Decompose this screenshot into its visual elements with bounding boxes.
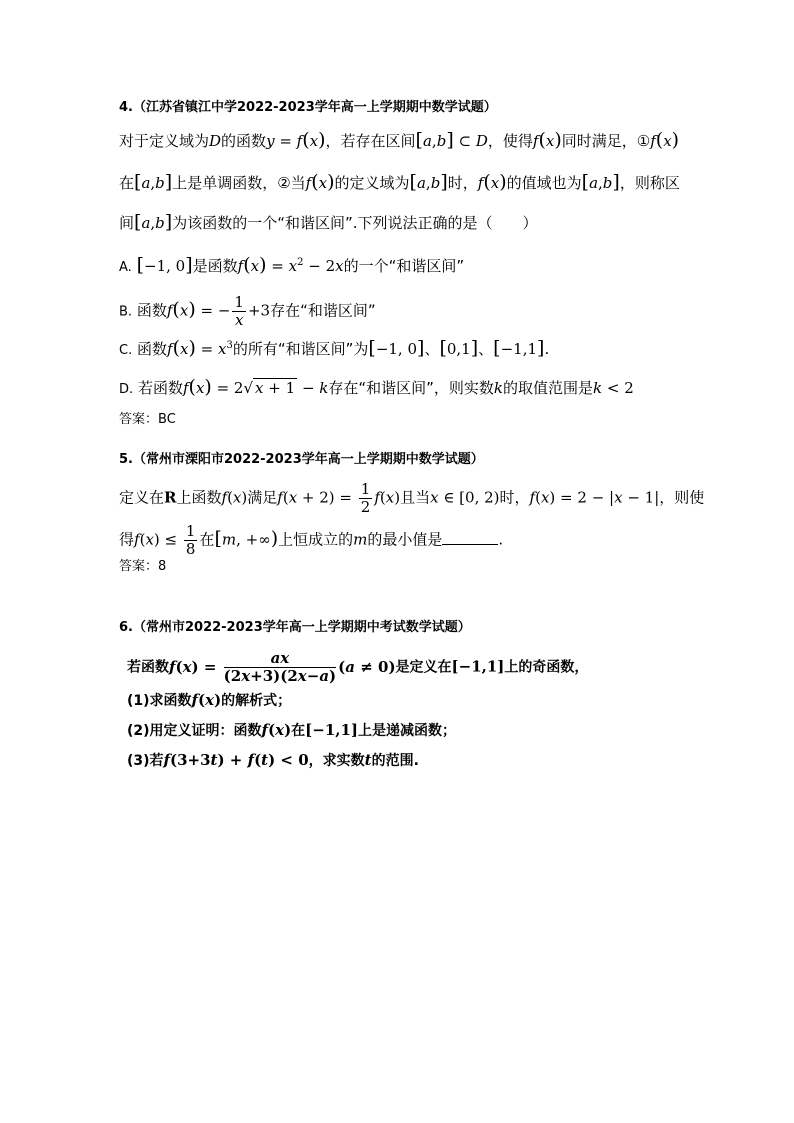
q6-part2: (2)用定义证明：函数f(x)在[−1,1]上是递减函数； — [127, 721, 457, 739]
q4-header: 4.（江苏省镇江中学2022-2023学年高一上学期期中数学试题） — [119, 100, 497, 115]
q5-line1: 定义在R上函数f(x)满足f(x + 2) = $\frac{1}{2}$ f(x)且当x ∈ [0, 2)时，f(x) = 2 − |x − 1|，则使 — [119, 480, 705, 516]
q4-answer: 答案：BC — [119, 412, 176, 427]
q5-line2: 得f(x) ≤ $\frac{1}{8}$ 在[m, +∞)上恒成立的m的最小值是 . — [119, 522, 504, 558]
q6-part3: (3)若f(3+3t) + f(t) < 0，求实数t的范围. — [127, 751, 419, 769]
q5-header: 5.（常州市溧阳市2022-2023学年高一上学期期中数学试题） — [119, 452, 484, 467]
q4-option-a: A. [−1, 0]是函数$f(x) = x^2 - 2x$的一个“和谐区间” — [119, 254, 465, 276]
q6-header: 6.（常州市2022-2023学年高一上学期期中考试数学试题） — [119, 620, 471, 635]
q4-line1: 对于定义域为D的函数y = f(x)，若存在区间[a,b] ⊂ D，使得f(x)同时满足，①f(x) — [119, 129, 680, 151]
q4-line3: 间[a,b]为该函数的一个“和谐区间”.下列说法正确的是（ ） — [119, 211, 538, 233]
q4-line2: 在[a,b]上是单调函数，②当f(x)的定义域为[a,b]时，f(x)的值域也为[a,b]，则称区 — [119, 171, 680, 193]
q4-option-c: C. 函数$f(x) = x^3$的所有“和谐区间”为[−1, 0]、[0,1]、[−1,1]. — [119, 337, 550, 359]
q4-option-b: B. 函数f(x) = − $\frac{1}{x}$ +3存在“和谐区间” — [119, 293, 376, 329]
answer-blank — [442, 530, 498, 545]
q6-stem: 若函数f(x) = $\frac{ax}{(2x+3)(2x-a)}$ (a ≠ 0)是定义在[−1,1]上的奇函数， — [127, 649, 589, 685]
q4-option-d: D. 若函数f(x) = 2√ x + 1 − k存在“和谐区间”，则实数k的取值范围是k < 2 — [119, 376, 634, 398]
q5-answer: 答案：8 — [119, 559, 167, 574]
q6-part1: (1)求函数f(x)的解析式； — [127, 691, 292, 709]
